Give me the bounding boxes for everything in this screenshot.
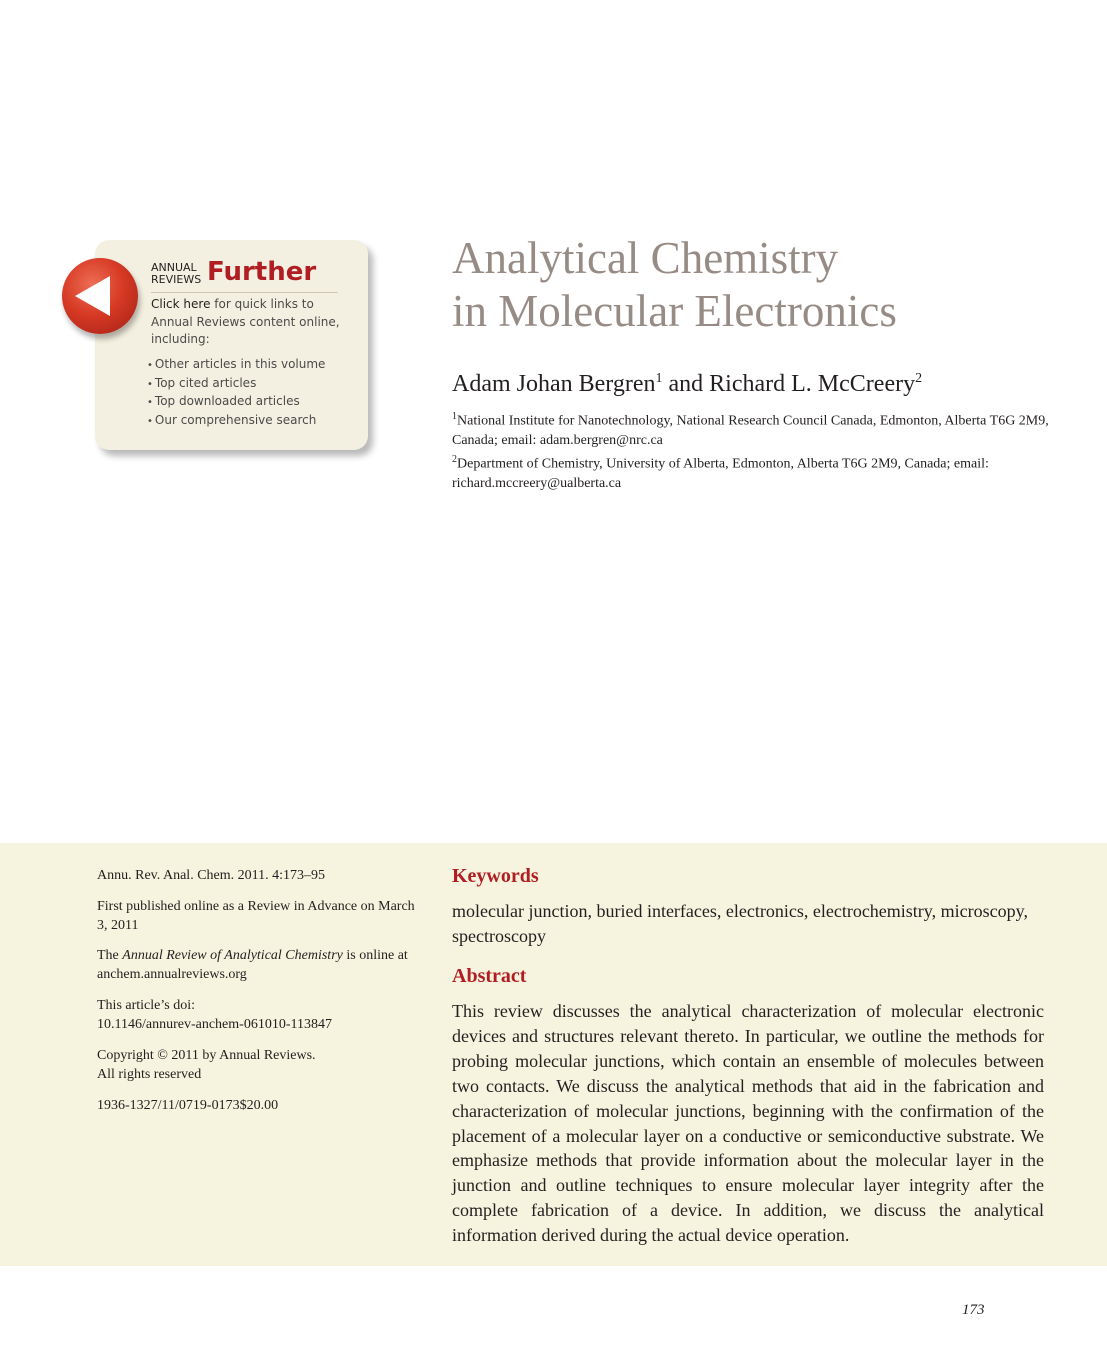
journal-name: Annual Review of Analytical Chemistry [122, 948, 343, 963]
link-top-downloaded[interactable]: • Top downloaded articles [147, 393, 325, 412]
affiliation-2-sup: 2 [452, 454, 457, 465]
affiliation-1-sup: 1 [452, 411, 457, 422]
affiliation-2 [452, 450, 1052, 493]
further-divider [151, 292, 338, 293]
further-title: Further [207, 257, 317, 287]
copyright: Copyright © 2011 by Annual Reviews. [97, 1048, 316, 1063]
article-title [452, 232, 897, 338]
affiliation-2-text: Department of Chemistry, University of Alberta, Edmonton, Alberta T6G 2M9, Canada; email: richard.mccreery@ualberta.ca [452, 456, 989, 491]
further-description [151, 296, 351, 349]
citation: Annu. Rev. Anal. Chem. 2011. 4:173–95 [97, 868, 326, 883]
author-2: Richard L. McCreery [709, 371, 916, 397]
journal-post: is online at anchem.annualreviews.org [97, 948, 408, 982]
published-date: First published online as a Review in Advance on March 3, 2011 [97, 899, 415, 933]
author-1: Adam Johan Bergren [452, 371, 656, 397]
title-line-2: in Molecular Electronics [452, 286, 897, 336]
keywords-text: molecular junction, buried interfaces, electronics, electrochemistry, microscopy, spectroscopy [452, 901, 1028, 946]
issn: 1936-1327/11/0719-0173$20.00 [97, 1098, 279, 1113]
title-line-1: Analytical Chemistry [452, 233, 839, 283]
annual-reviews-label: ANNUAL REVIEWS [151, 261, 202, 286]
doi-label: This article’s doi: [97, 998, 195, 1013]
journal-info [97, 946, 417, 984]
author-conjunction: and [662, 371, 710, 397]
further-link-list [147, 356, 325, 430]
link-top-cited[interactable]: • Top cited articles [147, 375, 325, 394]
page-number: 173 [962, 1302, 985, 1318]
link-other-articles[interactable]: • Other articles in this volume [147, 356, 325, 375]
further-arrow-icon[interactable] [62, 258, 138, 334]
further-description-text: for quick links to Annual Reviews content online, including: [151, 297, 340, 346]
affiliation-1 [452, 407, 1052, 450]
keywords-heading: Keywords [452, 865, 539, 887]
doi-value: 10.1146/annurev-anchem-061010-113847 [97, 1017, 332, 1032]
authors [452, 364, 922, 399]
affiliation-1-text: National Institute for Nanotechnology, National Research Council Canada, Edmonton, Alberta T6G 2M9, Canada; email: adam.bergren@nrc.ca [452, 413, 1049, 448]
abstract-heading: Abstract [452, 965, 527, 987]
journal-pre: The [97, 948, 123, 963]
author-2-sup: 2 [915, 371, 923, 386]
rights: All rights reserved [97, 1067, 202, 1082]
author-1-sup: 1 [655, 371, 663, 386]
doi-block [97, 996, 417, 1034]
click-here-link[interactable]: Click here [151, 297, 211, 311]
copyright-block [97, 1046, 417, 1084]
link-comprehensive-search[interactable]: • Our comprehensive search [147, 412, 325, 431]
abstract-text: This review discusses the analytical characterization of molecular electronic devices and structures relevant thereto. In particular, we outline the methods for probing molecular junctions, which contain an ensemble of molecules between two contacts. We discuss the analytical methods that aid in the fabrication and characterization of molecular junctions, beginning with the confirmation of the placement of a molecular layer on a conductive or semiconductive substrate. We emphasize methods that provide information about the molecular layer in the junction and outline techniques to ensure molecular layer integrity after the complete fabrication of a device. In addition, we discuss the analytical information derived during the actual device operation. [452, 1001, 1044, 1246]
